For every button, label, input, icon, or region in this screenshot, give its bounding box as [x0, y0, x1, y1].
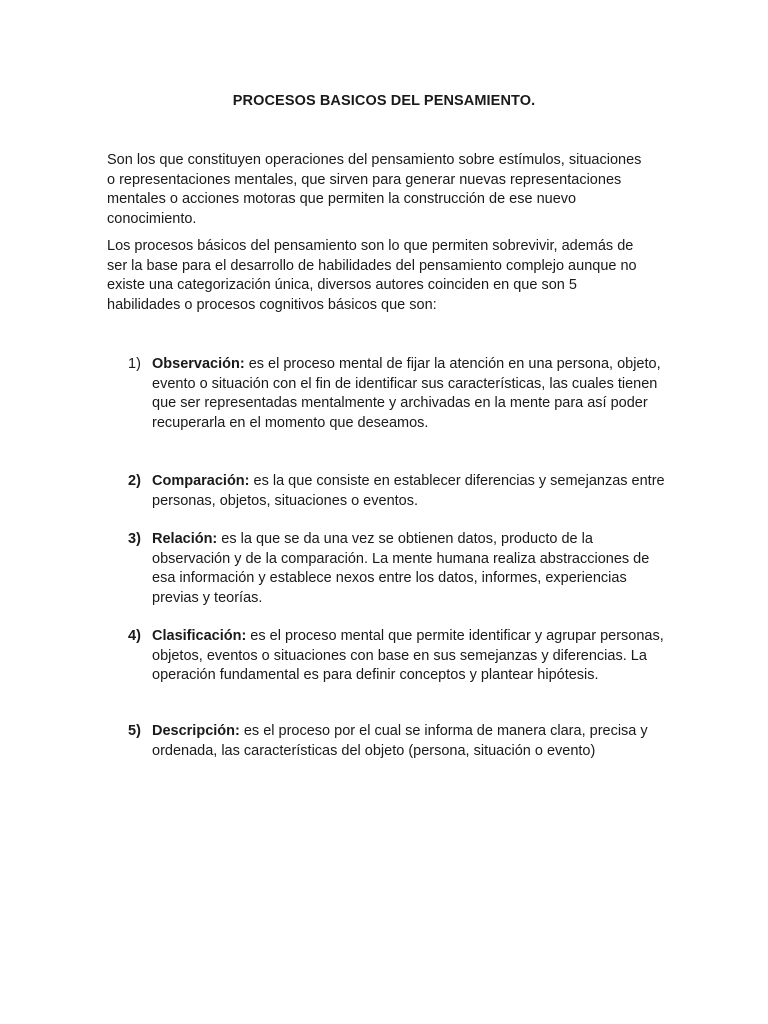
list-item-relacion	[128, 530, 668, 608]
list-item-clasificacion	[128, 627, 668, 686]
list-item-number: 1)	[128, 356, 141, 372]
list-item-body	[152, 627, 668, 686]
list-item-body	[152, 722, 668, 761]
intro-paragraph: Son los que constituyen operaciones del pensamiento sobre estímulos, situaciones o representaciones mentales, que sirven para generar nuevas representaciones mentales o acciones motoras que permiten la construcción de ese nuevo conocimiento.	[107, 152, 642, 227]
context-paragraph: Los procesos básicos del pensamiento son lo que permiten sobrevivir, además de ser la base para el desarrollo de habilidades del pensamiento complejo aunque no existe una categorización única, diversos autores coinciden en que son 5 habilidades o procesos cognitivos básicos que son:	[107, 238, 637, 313]
list-item-body	[152, 472, 668, 511]
list-item-term: Clasificación:	[152, 628, 247, 644]
list-item-number: 4)	[128, 628, 141, 644]
list-item-number: 2)	[128, 473, 141, 489]
list-item-comparacion	[128, 472, 668, 511]
list-item-term: Observación:	[152, 356, 245, 372]
list-item-text: es la que consiste en establecer diferencias y semejanzas entre personas, objetos, situaciones o eventos.	[152, 473, 665, 509]
list-item-body	[152, 355, 668, 433]
list-item-observacion	[128, 355, 668, 433]
list-item-term: Comparación:	[152, 473, 250, 489]
list-item-text: es el proceso por el cual se informa de manera clara, precisa y ordenada, las características del objeto (persona, situación o evento)	[152, 723, 648, 759]
document-title: PROCESOS BASICOS DEL PENSAMIENTO.	[232, 93, 536, 109]
list-item-descripcion	[128, 722, 668, 761]
list-item-body	[152, 530, 668, 608]
list-item-text: es la que se da una vez se obtienen datos, producto de la observación y de la comparación. La mente humana realiza abstracciones de esa información y establece nexos entre los datos, informes, experiencias previas y teorías.	[152, 531, 650, 606]
list-item-number: 5)	[128, 723, 141, 739]
list-item-term: Relación:	[152, 531, 218, 547]
list-item-term: Descripción:	[152, 723, 240, 739]
list-item-number: 3)	[128, 531, 141, 547]
list-item-text: es el proceso mental de fijar la atención en una persona, objeto, evento o situación con el fin de identificar sus características, las cuales tienen que ser representadas mentalmente y archivadas en la mente para así poder recuperarla en el momento que deseamos.	[152, 356, 661, 431]
list-item-text: es el proceso mental que permite identificar y agrupar personas, objetos, eventos o situaciones con base en sus semejanzas y diferencias. La operación fundamental es para definir conceptos y plantear hipótesis.	[152, 628, 664, 683]
